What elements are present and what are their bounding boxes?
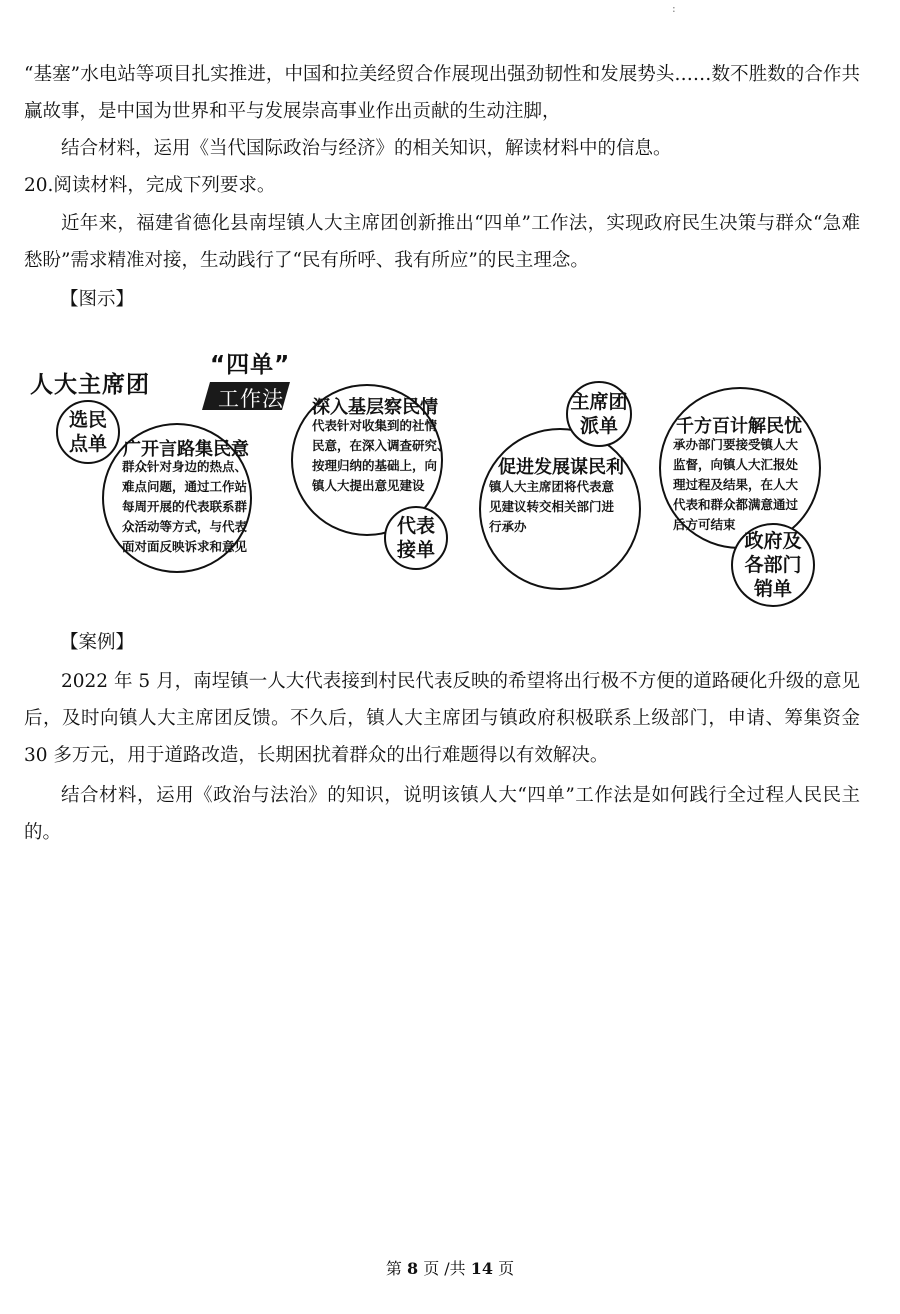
title-banner: 工作法 xyxy=(218,387,284,411)
case-paragraph: 2022 年 5 月，南埕镇一人大代表接到村民代表反映的希望将出行极不方便的道路硬化升级的意见后，及时向镇人大主席团反馈。不久后，镇人大主席团与镇政府积极联系上级部门，申请、筹集资金 30 多万元，用于道路改造，长期困扰着群众的出行难题得以有效解决。 xyxy=(24,671,860,766)
footer-page-number: 8 xyxy=(406,1259,419,1278)
step2-text: 代表针对收集到的社情 民意，在深入调查研究、 按理归纳的基础上，向 镇人大提出意见建设 xyxy=(312,418,450,493)
step4-heading: 千方百计解民忧 xyxy=(676,416,802,437)
footer-total-pages: 14 xyxy=(470,1259,494,1278)
step1-text: 群众针对身边的热点、 难点问题，通过工作站 每周开展的代表联系群 众活动等方式，与代表 面对面反映诉求和意见 xyxy=(122,459,248,554)
intro-paragraph: “基塞”水电站等项目扎实推进，中国和拉美经贸合作展现出强劲韧性和发展势头……数不胜数的合作共赢故事，是中国为世界和平与发展崇高事业作出贡献的生动注脚， xyxy=(24,64,860,122)
page-mark: : xyxy=(672,2,676,15)
step2-badge: 代表 接单 xyxy=(396,515,435,561)
step4-text: 承办部门要接受镇人大 监督，向镇人大汇报处 理过程及结果，在人大 代表和群众都满意通过 后方可结束 xyxy=(673,437,799,532)
step3-text: 镇人大主席团将代表意 见建议转交相关部门进 行承办 xyxy=(489,479,615,534)
case-label: 【案例】 xyxy=(60,632,135,653)
step3-badge: 主席团 派单 xyxy=(570,391,628,437)
org-label: 人大主席团 xyxy=(30,372,150,398)
step2-heading: 深入基层察民情 xyxy=(312,397,438,418)
q20-instruction: 结合材料，运用《政治与法治》的知识，说明该镇人大“四单”工作法是如何践行全过程人民民主的。 xyxy=(24,785,860,843)
four-orders-diagram xyxy=(22,342,842,612)
q20-paragraph: 近年来，福建省德化县南埕镇人大主席团创新推出“四单”工作法，实现政府民生决策与群众“急难愁盼”需求精准对接，生动践行了“民有所呼、我有所应”的民主理念。 xyxy=(24,213,860,271)
q20-title: 20.阅读材料，完成下列要求。 xyxy=(24,175,276,196)
step1-heading: 广开言路集民意 xyxy=(123,439,249,460)
q19-instruction: 结合材料，运用《当代国际政治与经济》的相关知识，解读材料中的信息。 xyxy=(61,138,672,159)
page-footer: 第 8 页 /共 14 页 xyxy=(385,1259,515,1278)
figure-label: 【图示】 xyxy=(60,289,135,310)
step1-badge: 选民 点单 xyxy=(68,409,107,455)
title-quote: “四单” xyxy=(210,352,291,378)
step4-badge: 政府及 各部门 销单 xyxy=(744,530,802,600)
step3-heading: 促进发展谋民利 xyxy=(498,457,624,478)
